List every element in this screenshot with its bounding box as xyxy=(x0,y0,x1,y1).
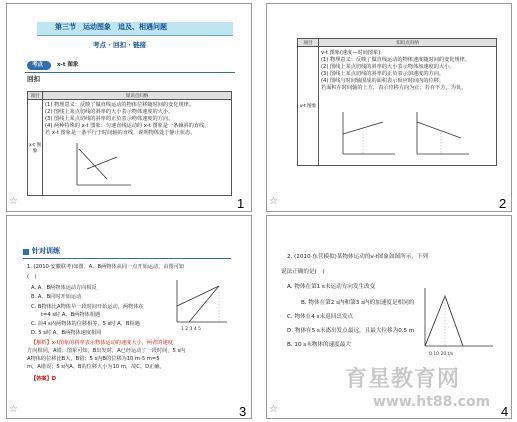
page-number: 4 xyxy=(501,404,509,419)
section-divider xyxy=(25,72,235,73)
table-header-item: 项目 xyxy=(28,92,43,100)
content-line: (2) 图线上某点切线的斜率的大小表示物体加速度的大小。 xyxy=(321,64,455,70)
content-line: 若面积在时间轴的上方，表示位移方向为正；若在下方，为负。 xyxy=(321,85,467,91)
content-line: (4) 两种特殊的 x-t 图象：匀速直线运动的 x-t 图象是一条倾斜的直线。 xyxy=(45,123,210,129)
option-c-cont: t=4 s时 A、B两物体相遇 xyxy=(41,312,101,318)
slide-page-2[interactable] xyxy=(266,3,512,212)
content-line: (3) 图线上某点切线的斜率的正负表示物体速度的方向。 xyxy=(45,116,174,122)
section-heading: 针对训练 xyxy=(32,247,60,255)
slide-page-4[interactable] xyxy=(266,215,512,419)
presentation-icon: ☆ xyxy=(269,404,278,415)
analysis-text: A物体的位移比B大，B错；5 s内B的位移为10 m-5 m=5 xyxy=(27,356,160,362)
analysis-text: m，A错误；5 s内A、B的位移大小为10 m，故C、D正确。 xyxy=(27,364,165,370)
xt-graph xyxy=(67,139,137,191)
content-line: (2) 图线上某点切线的斜率的大小表示物体速度的大小。 xyxy=(45,109,174,115)
vt-graph-right xyxy=(411,108,473,160)
table-header-item: 项目 xyxy=(298,39,319,47)
question-text: 说法正确的是( ) xyxy=(281,269,325,275)
content-line: (1) 物理意义：反映了做直线运动的物体位移随时间的变化规律。 xyxy=(45,102,195,108)
table-header-summary: 知识点归纳 xyxy=(43,92,232,100)
slide-page-3[interactable] xyxy=(6,215,252,419)
option-c: D. 物体在5 s末离出发点最远，且最大位移为0.5 m xyxy=(287,328,415,334)
option-a: A. 物体在第1 s末运动方向发生改变 xyxy=(287,284,376,290)
option-b: B. A、B同时开始运动 xyxy=(31,294,82,300)
vt-question-graph xyxy=(417,282,497,360)
option-c: C. B物体比A物体早一段时间开始运动，两物体在 xyxy=(31,304,144,310)
content-line: v-t 图象(速度—时间图象) xyxy=(321,50,381,56)
page-subtitle: 考点 · 回扣 · 链接 xyxy=(93,41,146,49)
content-line: (3) 图线上某点切线的斜率的正负表示加速度的方向。 xyxy=(321,71,445,77)
content-line: (1) 物理意义：反映了做直线运动的物体速度随时间的变化规律。 xyxy=(321,57,471,63)
svg-text:0 10 20 t/s: 0 10 20 t/s xyxy=(429,352,454,357)
content-line: (4) 图线与时间轴围成的面积表示相应时间内的位移。 xyxy=(321,78,445,84)
row-label: v-t 图象 xyxy=(298,47,319,166)
page-title: 第三节 运动图象 追及、相遇问题 xyxy=(55,23,167,31)
analysis-text: 【解析】x-t图象的斜率表示物体运动的速度大小，两者的速度 xyxy=(31,340,173,346)
section-label: x-t 图象 xyxy=(57,62,79,68)
section-tag-label: 考点 xyxy=(32,62,44,68)
heading-bullet xyxy=(23,249,29,255)
vt-graph-left xyxy=(337,108,399,160)
analysis-text: 方向相同，A错；图象可知，B出发时，A已经运动了一段时间，5 s内 xyxy=(27,348,186,354)
slide-page-1[interactable] xyxy=(6,3,252,212)
content-line: 若 x-t 图象是一条平行于时间轴的直线，说明物体处于静止状态。 xyxy=(45,130,196,136)
option-a: A. A、B两物体运动方向相反 xyxy=(31,285,97,291)
table-header-summary: 知识点归纳 xyxy=(319,39,497,47)
question-text: ( ) xyxy=(27,274,37,280)
option-d: D. 5 s时 A、B两物体速度相同 xyxy=(31,330,102,336)
option-d: B. 10 s末物体的速度最大 xyxy=(287,342,351,348)
presentation-icon: ☆ xyxy=(9,404,18,415)
presentation-icon: ☆ xyxy=(9,196,18,207)
svg-text:1 2 3 4 5: 1 2 3 4 5 xyxy=(181,327,202,332)
watermark-url: www.ht88.com xyxy=(373,394,491,410)
page-number: 1 xyxy=(237,196,245,211)
question-text: 2. (2010·东营模拟)某物体运动的v-t图象如图所示，下列 xyxy=(287,254,429,260)
presentation-icon: ☆ xyxy=(269,196,278,207)
option-b: C. 物体在4 s末返回出发点 xyxy=(287,314,354,320)
review-label: 回扣 xyxy=(27,75,40,83)
option-c2: C. 前4 s内两物体的位移相等，5 s时 A、B相遇 xyxy=(31,321,140,327)
answer-text: 【答案】D xyxy=(31,376,57,382)
xt-question-graph xyxy=(171,276,231,334)
question-text: 1. (2010·安徽联考)如图，A、B两物体从同一点开始运动，由图可知 xyxy=(27,264,185,270)
page-number: 3 xyxy=(239,404,247,419)
watermark-text: 育星教育网 xyxy=(345,367,461,392)
heading-divider xyxy=(23,258,231,259)
row-label: x-t 图象 xyxy=(28,100,43,196)
page-number: 2 xyxy=(499,196,507,211)
option-a-cont: B. 物体在第2 s内和第3 s内的加速度是相同的 xyxy=(301,300,415,306)
